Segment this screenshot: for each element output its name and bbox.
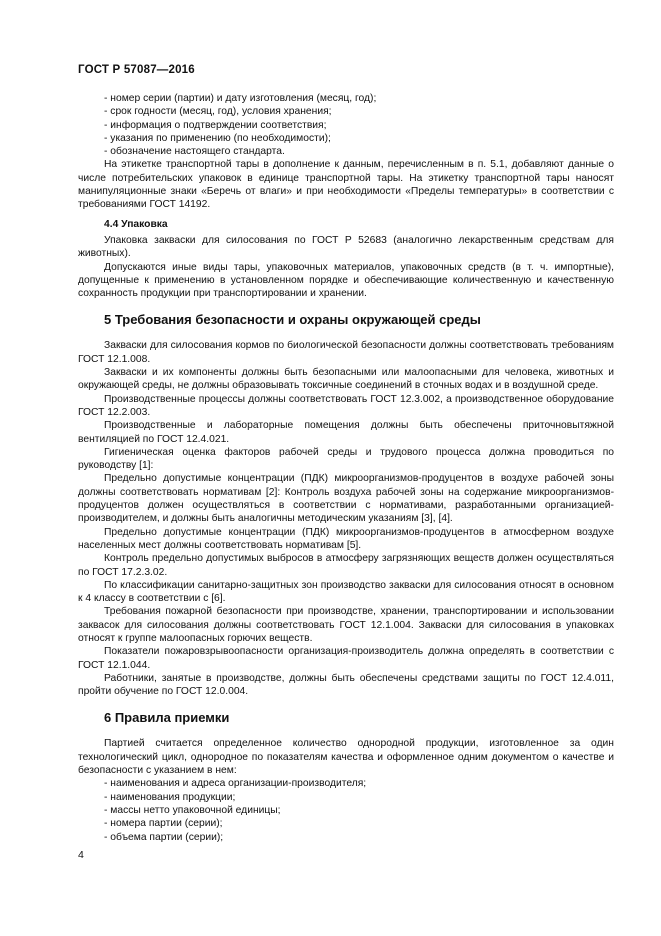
list-item: - объема партии (серии);	[78, 831, 614, 844]
paragraph: Закваски для силосования кормов по биологической безопасности должны соответствовать требованиям ГОСТ 12.1.008.	[78, 340, 614, 365]
list-item: - обозначение настоящего стандарта.	[78, 145, 614, 158]
paragraph: Производственные и лабораторные помещения должны быть обеспечены приточновытяжной вентиляцией по ГОСТ 12.4.021.	[78, 420, 614, 445]
paragraph: Требования пожарной безопасности при производстве, хранении, транспортировании и использовании заквасок для силосования должны соответствовать ГОСТ 12.1.004. Закваски для силосования в упаковках относят к группе малоопасных горючих веществ.	[78, 606, 614, 644]
list-item: - номер серии (партии) и дату изготовления (месяц, год);	[78, 92, 614, 105]
paragraph: Упаковка закваски для силосования по ГОСТ Р 52683 (аналогично лекарственным средствам для животных).	[78, 234, 614, 260]
list-item: - номера партии (серии);	[78, 817, 614, 830]
list-item: - срок годности (месяц, год), условия хранения;	[78, 105, 614, 118]
list-item: - информация о подтверждении соответствия;	[78, 119, 614, 132]
paragraph: Показатели пожаровзрывоопасности организация-производитель должна определять в соответствии с ГОСТ 12.1.044.	[78, 646, 614, 671]
batch-document-items-list	[78, 777, 614, 843]
paragraph: Допускаются иные виды тары, упаковочных материалов, упаковочных средств (в т. ч. импортные), допущенные к применению в установленном порядке и обеспечивающие количественную и качественную сохранность продукции при транспортировании и хранении.	[78, 261, 614, 300]
list-item: - указания по применению (по необходимости);	[78, 132, 614, 145]
label-items-list	[78, 92, 614, 158]
paragraph: Производственные процессы должны соответствовать ГОСТ 12.3.002, а производственное оборудование ГОСТ 12.2.003.	[78, 393, 614, 418]
paragraph: По классификации санитарно-защитных зон производство закваски для силосования относят в основном к 4 классу в соответствии с [6].	[78, 579, 614, 605]
document-body	[78, 92, 614, 844]
list-item: - наименования и адреса организации-производителя;	[78, 777, 614, 790]
paragraph: Контроль предельно допустимых выбросов в атмосферу загрязняющих веществ должен осуществляться по ГОСТ 17.2.3.02.	[78, 553, 614, 578]
paragraph: Предельно допустимые концентрации (ПДК) микроорганизмов-продуцентов в атмосферном воздухе населенных мест должны соответствовать нормативам [5].	[78, 526, 614, 551]
paragraph: Гигиеническая оценка факторов рабочей среды и трудового процесса должна проводиться по руководству [1]:	[78, 446, 614, 472]
subsection-title-4-4: 4.4 Упаковка	[104, 218, 168, 230]
section-title-6: 6 Правила приемки	[104, 710, 230, 726]
document-header: ГОСТ Р 57087—2016	[78, 64, 195, 76]
paragraph: Партией считается определенное количество однородной продукции, изготовленное за один технологический цикл, однородное по показателям качества и оформленное одним документом о качестве и безопасности с указанием в нем:	[78, 738, 614, 777]
list-item: - массы нетто упаковочной единицы;	[78, 804, 614, 817]
page-number: 4	[78, 849, 84, 861]
paragraph: Закваски и их компоненты должны быть безопасными или малоопасными для человека, животных и окружающей среды, не должны образовывать токсичные соединений в сточных водах и в воздушной среде.	[78, 367, 614, 392]
paragraph: Предельно допустимые концентрации (ПДК) микроорганизмов-продуцентов в воздухе рабочей зоны должны соответствовать нормативам [2]: Контроль воздуха рабочей зоны на содержание микроорганизмов-продуцентов должен осуществляться в соответствии с нормативами, разработанными организацией-производителем, и должны быть аналогичны методическим указаниям [3], [4].	[78, 473, 614, 525]
section-title-5: 5 Требования безопасности и охраны окружающей среды	[104, 312, 481, 328]
paragraph: Работники, занятые в производстве, должны быть обеспечены средствами защиты по ГОСТ 12.4.011, пройти обучение по ГОСТ 12.0.004.	[78, 672, 614, 698]
paragraph: На этикетке транспортной тары в дополнение к данным, перечисленным в п. 5.1, добавляют данные о числе потребительских упаковок в единице транспортной тары. На этикетку транспортной тары наносят манипуляционные знаки «Беречь от влаги» и при необходимости «Пределы температуры» в соответствии с требованиями ГОСТ 14192.	[78, 159, 614, 211]
list-item: - наименования продукции;	[78, 791, 614, 804]
